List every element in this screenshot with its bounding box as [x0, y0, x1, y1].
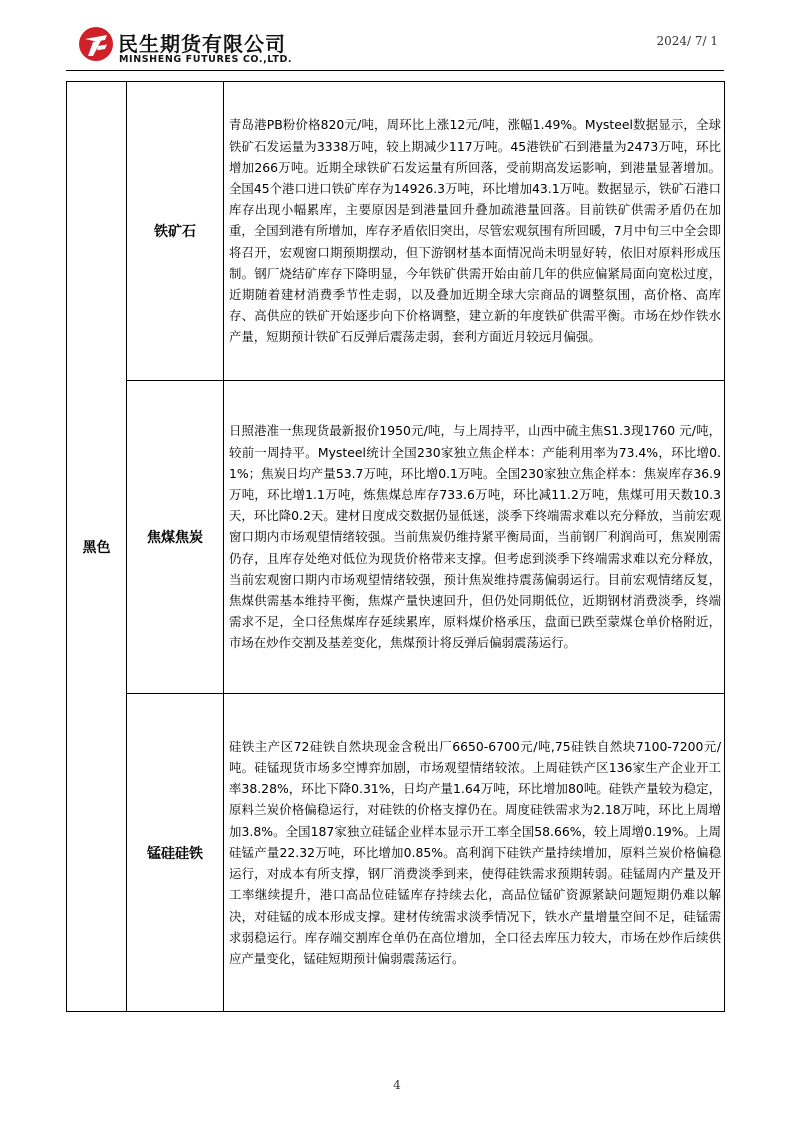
- company-name-cn: 民生期货有限公司: [118, 32, 286, 56]
- report-date: 2024/ 7/ 1: [656, 34, 718, 48]
- table-row: [67, 694, 725, 1012]
- company-name-en: MINSHENG FUTURES CO.,LTD.: [119, 54, 293, 65]
- commodity-analysis-iron-ore: 青岛港PB粉价格820元/吨，周环比上涨12元/吨，涨幅1.49%。Mysteel数据显示，全球铁矿石发运量为3338万吨，较上期减少117万吨。45港铁矿石到港量为2473万吨，环比增加266万吨。近期全球铁矿石发运量有所回落，受前期高发运影响，到港量显著增加。全国45个港口进口铁矿库存为14926.3万吨，环比增加43.1万吨。数据显示，铁矿石港口库存出现小幅累库，主要原因是到港量回升叠加疏港量回落。目前铁矿供需矛盾仍在加重，全国到港有所增加，库存矛盾依旧突出，尽管宏观氛围有所回暖，7月中旬三中全会即将召开，宏观窗口期预期摆动，但下游钢材基本面情况尚未明显好转，依旧对原料形成压制。钢厂烧结矿库存下降明显，今年铁矿供需开始由前几年的供应偏紧局面向宽松过度，近期随着建材消费季节性走弱，以及叠加近期全球大宗商品的调整氛围，高价格、高库存、高供应的铁矿开始逐步向下价格调整，建立新的年度铁矿供需平衡。市场在炒作铁水产量，短期预计铁矿石反弹后震荡走弱，套利方面近月较远月偏强。: [224, 82, 725, 381]
- table-row: [67, 82, 725, 381]
- commodity-name-coking-coal: 焦煤焦炭: [127, 381, 224, 694]
- page-header: [0, 0, 794, 72]
- commodity-name-iron-ore: 铁矿石: [127, 82, 224, 381]
- page-number: 4: [393, 1078, 401, 1092]
- category-cell: 黑色: [67, 82, 127, 1012]
- header-rule: [66, 70, 724, 71]
- commodity-analysis-ferroalloy: 硅铁主产区72硅铁自然块现金含税出厂6650-6700元/吨,75硅铁自然块7100-7200元/吨。硅锰现货市场多空博弈加剧，市场观望情绪较浓。上周硅铁产区136家生产企业开工率38.28%，环比下降0.31%，日均产量1.64万吨，环比增加80吨。硅铁产量较为稳定，原料兰炭价格偏稳运行，对硅铁的价格支撑仍在。周度硅铁需求为2.18万吨，环比上周增加3.8%。全国187家独立硅锰企业样本显示开工率全国58.66%，较上周增0.19%。上周硅锰产量22.32万吨，环比增加0.85%。高利润下硅铁产量持续增加，原料兰炭价格偏稳运行，对成本有所支撑，钢厂消费淡季到来，使得硅铁需求预期转弱。硅锰周内产量及开工率继续提升，港口高品位硅锰库存持续去化，高品位锰矿资源紧缺问题短期仍难以解决，对硅锰的成本形成支撑。建材传统需求淡季情况下，铁水产量增量空间不足，硅锰需求弱稳运行。库存端交割库仓单仍在高位增加，全口径去库压力较大，市场在炒作后续供应产量变化，锰硅短期预计偏弱震荡运行。: [224, 694, 725, 1012]
- commodity-table: [66, 81, 725, 1012]
- commodity-analysis-coking-coal: 日照港准一焦现货最新报价1950元/吨，与上周持平，山西中硫主焦S1.3现1760 元/吨，较前一周持平。Mysteel统计全国230家独立焦企样本：产能利用率为73.4%，环比增0.1%；焦炭日均产量53.7万吨，环比增0.1万吨。全国230家独立焦企样本：焦炭库存36.9万吨，环比增1.1万吨，炼焦煤总库存733.6万吨，环比减11.2万吨，焦煤可用天数10.3天，环比降0.2天。建材日度成交数据仍显低迷，淡季下终端需求难以充分释放，当前宏观窗口期内市场观望情绪较强。当前焦炭仍维持紧平衡局面，当前钢厂利润尚可，焦炭刚需仍存，且库存处绝对低位为现货价格带来支撑。但考虑到淡季下终端需求难以充分释放，当前宏观窗口期内市场观望情绪较强，预计焦炭维持震荡偏弱运行。目前宏观情绪反复，焦煤供需基本维持平衡，焦煤产量快速回升，但仍处同期低位，近期钢材消费淡季，终端需求不足，全口径焦煤库存延续累库，原料煤价格承压，盘面已跌至蒙煤仓单价格附近，市场在炒作交割及基差变化，焦煤预计将反弹后偏弱震荡运行。: [224, 381, 725, 694]
- table-row: [67, 381, 725, 694]
- minsheng-logo-icon: [78, 26, 114, 62]
- commodity-name-ferroalloy: 锰硅硅铁: [127, 694, 224, 1012]
